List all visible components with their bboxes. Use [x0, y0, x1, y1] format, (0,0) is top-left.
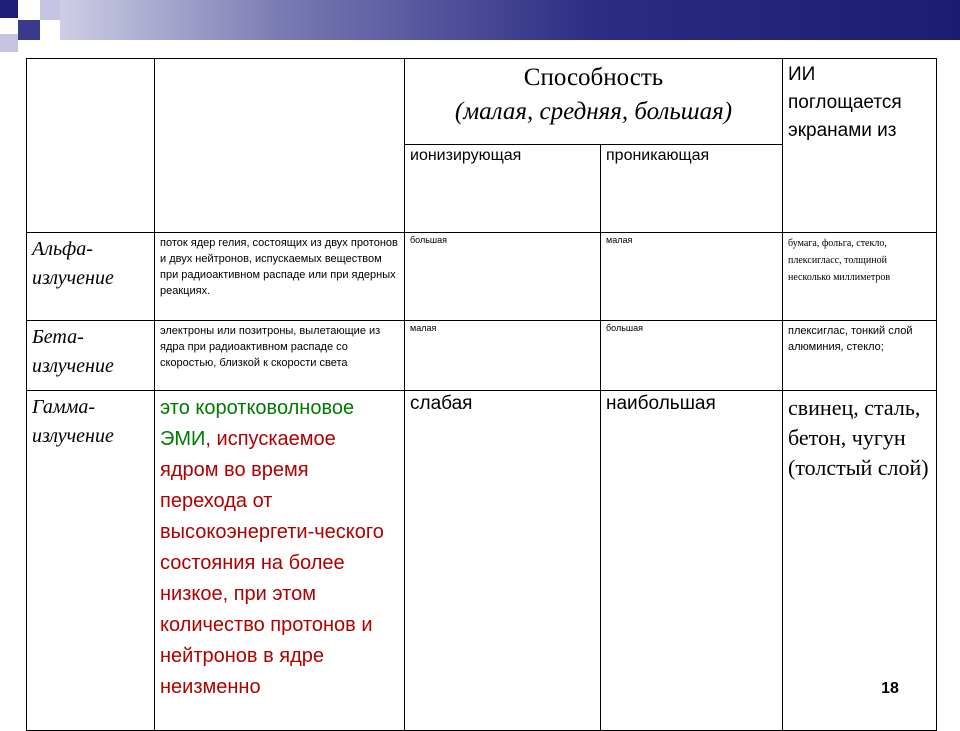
row-name-alpha: Альфа-излучение [27, 233, 155, 321]
capability-title: Способность [523, 64, 664, 91]
table-row [27, 391, 937, 731]
row-name-gamma: Гамма-излучение [27, 391, 155, 731]
row-shielding-value: плексиглас, тонкий слой алюминия, стекло; [783, 321, 937, 391]
page-number: 18 [870, 678, 910, 700]
row-name-beta: Бета-излучение [27, 321, 155, 391]
row-penetrating-value: наибольшая [601, 391, 783, 731]
row-shielding-value: свинец, сталь, бетон, чугун (толстый слой) [783, 391, 937, 731]
capability-header [405, 59, 783, 145]
row-description: электроны или позитроны, вылетающие из ядра при радиоактивном распаде со скоростью, близкой к скорости света [155, 321, 405, 391]
table-row [27, 321, 937, 391]
title-decoration-band [0, 0, 960, 40]
decor-square [18, 40, 40, 58]
ionizing-header: ионизирующая [405, 145, 601, 233]
row-description: поток ядер гелия, состоящих из двух протонов и двух нейтронов, испускаемых веществом при радиоактивном распаде или при ядерных реакциях. [155, 233, 405, 321]
header-empty-cell [27, 59, 155, 233]
absorbed-header: ИИ поглощается экранами из [783, 59, 937, 233]
row-description [155, 391, 405, 731]
decor-square [18, 20, 40, 40]
row-penetrating-value: малая [601, 233, 783, 321]
row-penetrating-value: большая [601, 321, 783, 391]
header-empty-cell [155, 59, 405, 233]
radiation-table [26, 58, 937, 731]
penetrating-header: проникающая [601, 145, 783, 233]
decor-square [0, 0, 18, 18]
row-ionizing-value: большая [405, 233, 601, 321]
decor-square [0, 34, 18, 52]
decor-square [40, 0, 60, 20]
header-row [27, 59, 937, 145]
table-row [27, 233, 937, 321]
row-shielding-value: бумага, фольга, стекло, плексигласс, толщиной несколько миллиметров [783, 233, 937, 321]
row-ionizing-value: малая [405, 321, 601, 391]
row-ionizing-value: слабая [405, 391, 601, 731]
decor-square [0, 18, 18, 34]
decor-square [40, 20, 60, 40]
capability-subtitle: (малая, средняя, большая) [454, 98, 733, 125]
description-red-part: , испускаемое ядром во время перехода от высокоэнергети-ческого состояния на более низкое, при этом количество протонов и нейтронов в ядре неизменно [160, 428, 384, 698]
description-green-part: это коротковолновое ЭМИ [160, 397, 355, 450]
decor-square [18, 0, 40, 20]
